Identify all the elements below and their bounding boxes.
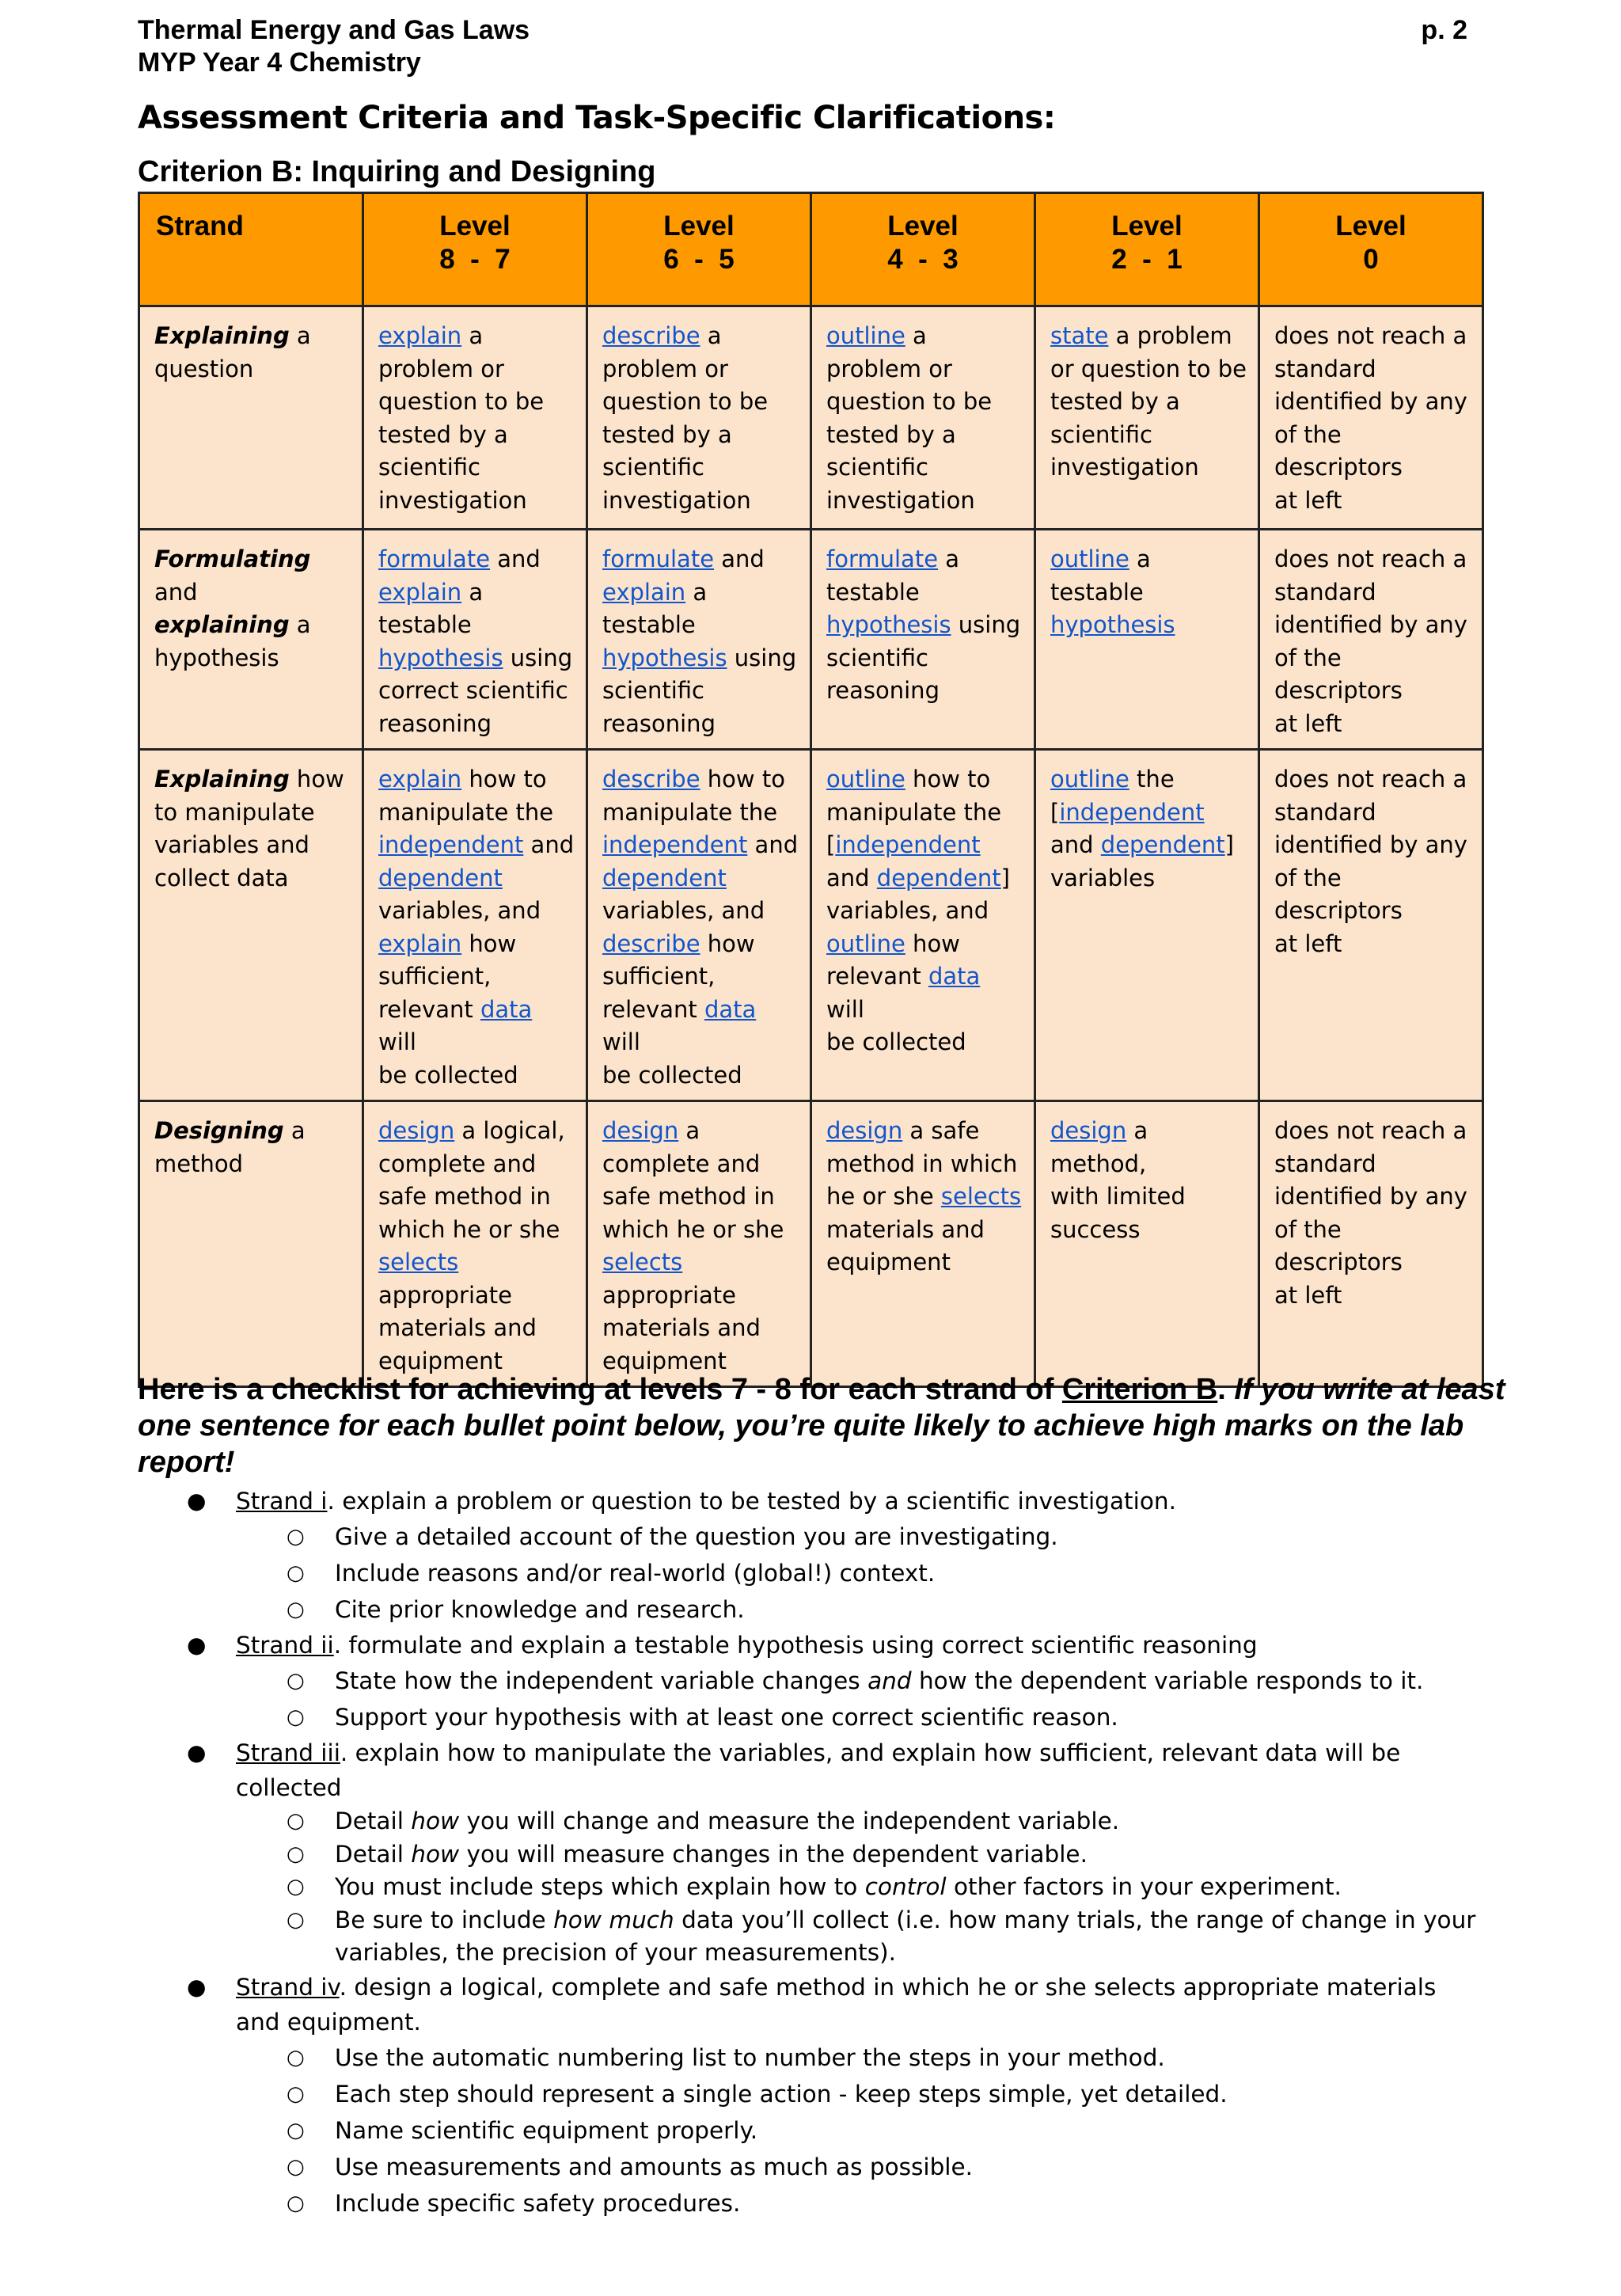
hollow-bullet-icon: ○ xyxy=(287,1809,305,1833)
level-label: Level xyxy=(1111,211,1183,241)
command-term-link[interactable]: data xyxy=(928,963,981,990)
criterion-heading: Criterion B: Inquiring and Designing xyxy=(138,155,656,188)
checklist-item: ○ Include reasons and/or real-world (global!) context. xyxy=(138,1555,1483,1591)
command-term-link[interactable]: data xyxy=(480,995,533,1023)
section-heading: Assessment Criteria and Task-Specific Clarifications: xyxy=(138,100,1056,136)
criterion-b-link[interactable]: Criterion B xyxy=(1061,1373,1218,1406)
strand-description: . explain a problem or question to be tested by a scientific investigation. xyxy=(327,1488,1176,1515)
descriptor-cell: state a problem or question to be tested by a scientific investigation xyxy=(1035,306,1259,530)
command-term-link[interactable]: design xyxy=(826,1117,903,1144)
strand-keyword: explaining xyxy=(154,611,290,638)
level-label: Level xyxy=(1335,211,1407,241)
descriptor-cell: does not reach a standard identified by any of the descriptors at left xyxy=(1259,306,1483,530)
command-term-link[interactable]: outline xyxy=(826,322,905,349)
doc-title: Thermal Energy and Gas Laws xyxy=(138,15,530,45)
emphasis: how xyxy=(411,1840,460,1868)
strand-bullet xyxy=(138,1484,1483,1519)
command-term-link[interactable]: hypothesis xyxy=(1050,611,1175,638)
rubric-header-row xyxy=(139,193,1483,306)
level-range: 4 - 3 xyxy=(887,244,959,275)
page-number: p. 2 xyxy=(1421,15,1467,45)
command-term-link[interactable]: selects xyxy=(940,1183,1022,1210)
strand-header: Strand xyxy=(139,193,363,306)
command-term-link[interactable]: independent xyxy=(835,831,981,858)
strand-link[interactable]: Strand ii xyxy=(236,1632,334,1659)
level-label: Level xyxy=(439,211,511,241)
checklist-intro-italic: If you write at least one sentence for each bullet point below, you’re quite likely to achieve high marks on the lab report! xyxy=(138,1373,1505,1479)
level-range: 2 - 1 xyxy=(1111,244,1183,275)
rubric-row xyxy=(139,306,1483,530)
descriptor-cell: describe how to manipulate the independent and dependent variables, and describe how sufficient, relevant data will be collected xyxy=(587,750,811,1101)
command-term-link[interactable]: selects xyxy=(378,1249,459,1275)
strand-cell: Designing a method xyxy=(139,1101,363,1387)
descriptor-cell: does not reach a standard identified by any of the descriptors at left xyxy=(1259,750,1483,1101)
strand-keyword: Explaining xyxy=(154,322,290,349)
command-term-link[interactable]: describe xyxy=(602,322,700,349)
command-term-link[interactable]: design xyxy=(602,1117,679,1144)
hollow-bullet-icon: ○ xyxy=(287,1669,305,1693)
hollow-bullet-icon: ○ xyxy=(287,1705,305,1729)
hollow-bullet-icon: ○ xyxy=(287,1842,305,1866)
strand-bullet xyxy=(138,1970,1483,2039)
command-term-link[interactable]: state xyxy=(1050,322,1109,349)
command-term-link[interactable]: formulate xyxy=(602,545,715,572)
strand-keyword: Explaining xyxy=(154,766,290,793)
command-term-link[interactable]: design xyxy=(378,1117,455,1144)
command-term-link[interactable]: explain xyxy=(602,578,686,606)
command-term-link[interactable]: independent xyxy=(602,831,748,858)
strand-keyword: Formulating xyxy=(154,545,311,572)
command-term-link[interactable]: independent xyxy=(1059,798,1205,826)
emphasis: and xyxy=(867,1667,912,1694)
rubric-row xyxy=(139,1101,1483,1387)
rubric-table xyxy=(138,192,1484,1388)
checklist-item: ○ Use the automatic numbering list to number the steps in your method. xyxy=(138,2039,1483,2076)
hollow-bullet-icon: ○ xyxy=(287,2191,305,2215)
descriptor-cell: formulate and explain a testable hypothesis using correct scientific reasoning xyxy=(363,530,587,750)
checklist-item: ○ You must include steps which explain how to control other factors in your experiment. xyxy=(138,1871,1483,1904)
descriptor-cell: explain a problem or question to be tested by a scientific investigation xyxy=(363,306,587,530)
descriptor-cell: describe a problem or question to be tested by a scientific investigation xyxy=(587,306,811,530)
emphasis: how much xyxy=(553,1906,674,1933)
command-term-link[interactable]: dependent xyxy=(876,864,1001,891)
level-label: Level xyxy=(663,211,735,241)
emphasis: how xyxy=(411,1808,460,1834)
bullet-icon: ● xyxy=(187,1739,207,1766)
command-term-link[interactable]: dependent xyxy=(378,864,503,891)
checklist-item: ○ Cite prior knowledge and research. xyxy=(138,1591,1483,1628)
descriptor-cell: design a method, with limited success xyxy=(1035,1101,1259,1387)
hollow-bullet-icon: ○ xyxy=(287,2081,305,2106)
command-term-link[interactable]: data xyxy=(704,995,757,1023)
hollow-bullet-icon: ○ xyxy=(287,1907,305,1932)
descriptor-cell: design a logical, complete and safe method in which he or she selects appropriate materials and equipment xyxy=(363,1101,587,1387)
strand-bullet xyxy=(138,1628,1483,1663)
hollow-bullet-icon: ○ xyxy=(287,1598,305,1621)
strand-keyword: Designing xyxy=(154,1117,284,1144)
strand-checklist xyxy=(138,1484,1483,2222)
command-term-link[interactable]: dependent xyxy=(1100,831,1225,858)
hollow-bullet-icon: ○ xyxy=(287,2154,305,2179)
command-term-link[interactable]: explain xyxy=(378,766,462,793)
strand-link[interactable]: Strand i xyxy=(236,1488,328,1515)
descriptor-cell: outline how to manipulate the [independent and dependent] variables, and outline how relevant data will be collected xyxy=(811,750,1035,1101)
strand-description: . formulate and explain a testable hypothesis using correct scientific reasoning xyxy=(333,1632,1258,1659)
level-header xyxy=(1259,193,1483,306)
descriptor-cell: explain how to manipulate the independent and dependent variables, and explain how sufficient, relevant data will be collected xyxy=(363,750,587,1101)
strand-link[interactable]: Strand iii xyxy=(236,1739,340,1766)
command-term-link[interactable]: outline xyxy=(826,766,905,793)
command-term-link[interactable]: hypothesis xyxy=(602,644,727,671)
bullet-icon: ● xyxy=(187,1488,207,1514)
checklist-item: ○ Each step should represent a single action - keep steps simple, yet detailed. xyxy=(138,2076,1483,2112)
command-term-link[interactable]: dependent xyxy=(602,864,727,891)
strand-description: . design a logical, complete and safe method in which he or she selects appropriate materials and equipment. xyxy=(236,1973,1437,2036)
command-term-link[interactable]: describe xyxy=(602,929,700,957)
descriptor-cell: outline the [independent and dependent] variables xyxy=(1035,750,1259,1101)
bullet-icon: ● xyxy=(187,1632,207,1658)
hollow-bullet-icon: ○ xyxy=(287,1561,305,1585)
descriptor-cell: does not reach a standard identified by any of the descriptors at left xyxy=(1259,1101,1483,1387)
checklist-item: ○ Use measurements and amounts as much as possible. xyxy=(138,2149,1483,2185)
rubric-row xyxy=(139,750,1483,1101)
level-header xyxy=(1035,193,1259,306)
hollow-bullet-icon: ○ xyxy=(287,2045,305,2070)
hollow-bullet-icon: ○ xyxy=(287,1875,305,1899)
command-term-link[interactable]: describe xyxy=(602,766,700,793)
descriptor-cell: formulate a testable hypothesis using scientific reasoning xyxy=(811,530,1035,750)
command-term-link[interactable]: formulate xyxy=(826,545,939,572)
level-range: 0 xyxy=(1363,244,1379,275)
command-term-link[interactable]: independent xyxy=(378,831,524,858)
level-header xyxy=(363,193,587,306)
checklist-intro-punct: . xyxy=(1217,1373,1235,1406)
descriptor-cell: outline a problem or question to be tested by a scientific investigation xyxy=(811,306,1035,530)
strand-cell: Explaining how to manipulate variables and collect data xyxy=(139,750,363,1101)
command-term-link[interactable]: formulate xyxy=(378,545,491,572)
rubric-row xyxy=(139,530,1483,750)
checklist-item: ○ Detail how you will measure changes in the dependent variable. xyxy=(138,1838,1483,1872)
command-term-link[interactable]: explain xyxy=(378,929,462,957)
hollow-bullet-icon: ○ xyxy=(287,2118,305,2142)
doc-subtitle: MYP Year 4 Chemistry xyxy=(138,48,421,78)
descriptor-cell: design a complete and safe method in which he or she selects appropriate materials and equipment xyxy=(587,1101,811,1387)
command-term-link[interactable]: selects xyxy=(602,1249,683,1275)
checklist-item: ○ Detail how you will change and measure the independent variable. xyxy=(138,1805,1483,1838)
checklist-intro xyxy=(138,1371,1507,1481)
command-term-link[interactable]: hypothesis xyxy=(378,644,503,671)
command-term-link[interactable]: design xyxy=(1050,1117,1127,1144)
strand-description: . explain how to manipulate the variables, and explain how sufficient, relevant data will be collected xyxy=(236,1739,1401,1801)
checklist-item: ○ Give a detailed account of the question you are investigating. xyxy=(138,1519,1483,1555)
hollow-bullet-icon: ○ xyxy=(287,1525,305,1549)
level-range: 6 - 5 xyxy=(663,244,735,275)
level-header xyxy=(811,193,1035,306)
level-range: 8 - 7 xyxy=(439,244,511,275)
checklist-item: ○ Support your hypothesis with at least one correct scientific reason. xyxy=(138,1699,1483,1735)
checklist-intro-text: Here is a checklist for achieving at levels 7 - 8 for each strand of xyxy=(138,1373,1062,1406)
descriptor-cell: does not reach a standard identified by any of the descriptors at left xyxy=(1259,530,1483,750)
command-term-link[interactable]: outline xyxy=(826,929,905,957)
strand-cell: Formulating and explaining a hypothesis xyxy=(139,530,363,750)
strand-link[interactable]: Strand iv xyxy=(236,1973,340,2001)
command-term-link[interactable]: outline xyxy=(1050,545,1129,572)
strand-cell: Explaining a question xyxy=(139,306,363,530)
level-label: Level xyxy=(887,211,959,241)
level-header xyxy=(587,193,811,306)
checklist-item: ○ Be sure to include how much data you’ll collect (i.e. how many trials, the range of change in your variables, the precision of your measurements). xyxy=(138,1904,1483,1970)
command-term-link[interactable]: outline xyxy=(1050,766,1129,793)
descriptor-cell: design a safe method in which he or she selects materials and equipment xyxy=(811,1101,1035,1387)
descriptor-cell: outline a testable hypothesis xyxy=(1035,530,1259,750)
strand-bullet xyxy=(138,1735,1483,1805)
document-header xyxy=(138,14,1467,79)
command-term-link[interactable]: explain xyxy=(378,578,462,606)
checklist-item: ○ State how the independent variable changes and how the dependent variable responds to it. xyxy=(138,1663,1483,1699)
descriptor-cell: formulate and explain a testable hypothesis using scientific reasoning xyxy=(587,530,811,750)
command-term-link[interactable]: explain xyxy=(378,322,462,349)
command-term-link[interactable]: hypothesis xyxy=(826,611,951,638)
checklist-item: ○ Include specific safety procedures. xyxy=(138,2185,1483,2222)
emphasis: control xyxy=(864,1873,947,1900)
bullet-icon: ● xyxy=(187,1973,207,2000)
checklist-item: ○ Name scientific equipment properly. xyxy=(138,2112,1483,2149)
